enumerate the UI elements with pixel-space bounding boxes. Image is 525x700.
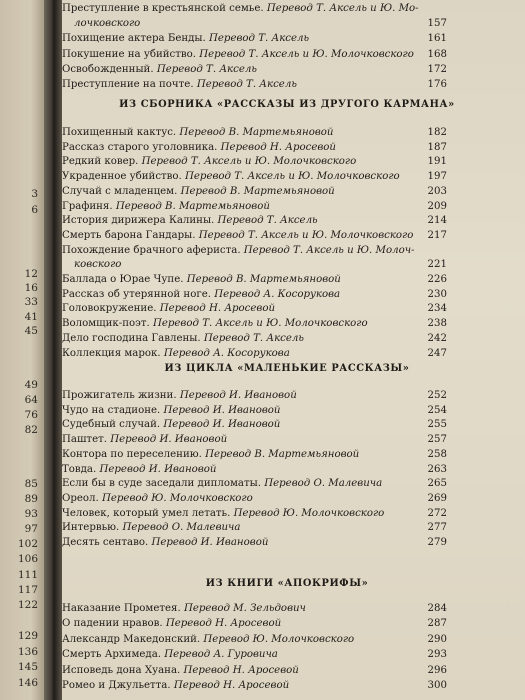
story-title: Дело господина Гавлены. — [62, 332, 204, 344]
story-title: Головокружение. — [62, 303, 160, 315]
toc-entry — [62, 48, 462, 62]
page-number: 265 — [427, 478, 447, 490]
page-number: 161 — [427, 33, 447, 45]
page-number: 176 — [427, 79, 447, 90]
translator-credit: Перевод Т. Аксель — [203, 332, 304, 344]
page-number: 255 — [427, 419, 447, 431]
left-page-number: 6 — [31, 204, 38, 216]
left-page-number: 122 — [17, 599, 38, 611]
left-page-number: 106 — [17, 553, 38, 565]
left-page-number: 145 — [17, 661, 38, 673]
translator-credit: Перевод Т. Аксель — [209, 33, 310, 45]
left-page-number: 76 — [24, 409, 38, 421]
left-page-number: 64 — [24, 394, 38, 406]
page-number: 242 — [427, 332, 447, 344]
translator-credit: Перевод Н. Аросевой — [173, 680, 290, 691]
story-title: Случай с младенцем. — [62, 185, 181, 197]
toc-entry — [62, 463, 462, 477]
story-title: Александр Македонский. — [62, 633, 204, 645]
story-title: Рассказ об утерянной ноге. — [62, 288, 215, 300]
story-title: Рассказ старого уголовника. — [62, 141, 221, 153]
translator-credit: ковского — [74, 259, 122, 271]
page-number: 197 — [427, 171, 447, 183]
left-page-number: 3 — [31, 188, 38, 200]
story-title: Паштет. — [62, 434, 111, 446]
page-number: 203 — [427, 185, 447, 197]
left-page-number: 85 — [24, 478, 38, 490]
page-number: 293 — [427, 649, 447, 661]
translator-credit: Перевод Ю. Молочковского — [233, 507, 385, 519]
toc-entry — [62, 448, 462, 462]
page-number: 254 — [427, 404, 447, 416]
page-number: 287 — [427, 618, 447, 630]
toc-entry — [62, 244, 462, 258]
toc-entry — [62, 477, 462, 491]
toc-entry — [62, 185, 462, 199]
story-title: Если бы в суде заседали дипломаты. — [62, 478, 265, 490]
page-number: 247 — [427, 347, 447, 359]
translator-credit: Перевод О. Малевича — [264, 478, 383, 490]
story-title: Графиня. — [62, 200, 116, 212]
translator-credit: Перевод И. Ивановой — [99, 463, 217, 475]
toc-entry — [62, 214, 462, 228]
translator-credit: Перевод И. Ивановой — [163, 404, 281, 416]
translator-credit: Перевод И. Ивановой — [179, 390, 297, 401]
left-page-edge — [0, 0, 44, 700]
page-number: 230 — [427, 288, 447, 300]
toc-entry — [62, 679, 462, 693]
translator-credit: Перевод А. Косорукова — [214, 288, 341, 300]
story-title: Смерть Архимеда. — [62, 649, 165, 661]
translator-credit: Перевод И. Ивановой — [151, 537, 269, 548]
translator-credit: Перевод Ю. Молочковского — [203, 633, 355, 645]
story-title: Смерть барона Гандары. — [62, 229, 199, 241]
story-title: Чудо на стадионе. — [62, 404, 164, 416]
story-title: Преступление в крестьянской семье. — [62, 3, 267, 14]
translator-credit: Перевод Ю. Молочковского — [101, 492, 253, 504]
toc-entry — [62, 648, 462, 662]
toc-entry — [62, 433, 462, 447]
section-heading: ИЗ ЦИКЛА «МАЛЕНЬКИЕ РАССКАЗЫ» — [164, 363, 410, 374]
left-page-number: 82 — [24, 424, 38, 436]
story-title: Покушение на убийство. — [62, 48, 200, 60]
translator-credit: Перевод В. Мартемьяновой — [115, 200, 270, 212]
translator-credit: Перевод Т. Аксель — [217, 215, 318, 227]
translator-credit: Перевод И. Ивановой — [110, 434, 228, 446]
left-page-number: 111 — [17, 569, 38, 581]
toc-entry — [62, 126, 462, 140]
toc-entry — [62, 536, 462, 550]
left-page-number: 136 — [17, 646, 38, 658]
toc-entry — [62, 170, 462, 184]
toc-entry — [62, 302, 462, 316]
page-number: 269 — [427, 492, 447, 504]
story-title: Наказание Прометея. — [62, 603, 184, 614]
translator-credit: Перевод М. Зельдович — [183, 603, 306, 614]
story-title: Похождение брачного афериста. — [62, 244, 244, 256]
left-page-number: 97 — [24, 523, 38, 535]
translator-credit: Перевод Т. Аксель — [156, 63, 257, 75]
translator-credit: Перевод Т. Аксель и Ю. Молочковского — [198, 229, 414, 241]
story-title: Похищение актера Бенды. — [62, 33, 210, 45]
toc-entry — [62, 229, 462, 243]
story-title: Исповедь дона Хуана. — [62, 664, 184, 676]
story-title: Баллада о Юраe Чупе. — [62, 274, 187, 285]
story-title: История дирижера Калины. — [62, 215, 218, 227]
page-number: 272 — [427, 507, 447, 519]
story-title: Преступление на почте. — [62, 79, 197, 90]
toc-entry — [62, 332, 462, 346]
left-page-number: 45 — [24, 325, 38, 337]
toc-entry — [74, 17, 474, 31]
translator-credit: Перевод Т. Аксель и Ю. Молочковского — [185, 171, 400, 183]
toc-entry — [62, 389, 462, 403]
toc-entry — [62, 633, 462, 647]
page-number: 209 — [427, 200, 447, 212]
toc-entry — [62, 664, 462, 678]
translator-credit: Перевод Т. Аксель и Ю. Молочковского — [141, 156, 357, 168]
translator-credit: Перевод Т. Аксель и Ю. Молочковского — [152, 318, 368, 330]
story-title: Украденное убийство. — [62, 171, 186, 183]
translator-credit: Перевод Т. Аксель и Ю. Молочковского — [199, 48, 414, 60]
page-number: 279 — [427, 537, 447, 548]
toc-entry — [62, 317, 462, 331]
page-number: 182 — [427, 127, 447, 138]
contents-page — [62, 0, 525, 700]
book-gutter — [44, 0, 62, 700]
page-number: 172 — [427, 63, 447, 75]
translator-credit: Перевод А. Косорукова — [163, 347, 290, 359]
translator-credit: Перевод Н. Аросевой — [159, 303, 276, 315]
left-page-number: 146 — [17, 677, 38, 689]
page-number: 284 — [427, 603, 447, 614]
toc-entry — [62, 273, 462, 287]
story-title: Десять сентаво. — [62, 537, 152, 548]
story-title: Контора по переселению. — [62, 448, 206, 460]
page-number: 296 — [427, 664, 447, 676]
translator-credit: лочковского — [74, 18, 141, 30]
page-number: 234 — [427, 303, 447, 315]
page-number: 257 — [427, 434, 447, 446]
story-title: Ромео и Джульетта. — [62, 680, 174, 691]
left-page-number: 102 — [17, 538, 38, 550]
left-page-number: 33 — [24, 296, 38, 308]
story-title: Судебный случай. — [62, 419, 164, 431]
toc-entry — [62, 2, 462, 16]
story-title: Интервью. — [62, 522, 123, 534]
translator-credit: Перевод Т. Аксель — [196, 79, 297, 90]
translator-credit: Перевод Н. Аросевой — [165, 618, 282, 630]
story-title: Коллекция марок. — [62, 347, 164, 359]
translator-credit: Перевод И. Ивановой — [163, 419, 281, 431]
toc-entry — [62, 617, 462, 631]
translator-credit: Перевод Т. Аксель и Ю. Молоч- — [243, 244, 415, 256]
translator-credit: Перевод Н. Аросевой — [220, 141, 336, 153]
story-title: Человек, который умел летать. — [62, 507, 234, 519]
page-number: 277 — [427, 522, 447, 534]
toc-entry — [62, 347, 462, 361]
translator-credit: Перевод Т. Аксель и Ю. Мо- — [266, 3, 419, 14]
toc-entry — [74, 258, 474, 272]
toc-entry — [62, 507, 462, 521]
page-number: 300 — [427, 680, 447, 691]
page-number: 263 — [427, 463, 447, 475]
story-title: Воломщик-поэт. — [62, 318, 153, 330]
page-number: 214 — [427, 215, 447, 227]
story-title: Освобожденный. — [62, 63, 157, 75]
story-title: О падении нравов. — [62, 618, 166, 630]
toc-entry — [62, 418, 462, 432]
page-number: 221 — [427, 259, 447, 271]
page-number: 157 — [427, 18, 447, 30]
page-number: 168 — [427, 48, 447, 60]
toc-entry — [62, 200, 462, 214]
translator-credit: Перевод В. Мартемьяновой — [179, 127, 334, 138]
translator-credit: Перевод А. Гуровича — [164, 649, 278, 661]
translator-credit: Перевод В. Мартемьяновой — [180, 185, 335, 197]
toc-entry — [62, 404, 462, 418]
left-page-number: 41 — [24, 311, 38, 323]
page-number: 290 — [427, 633, 447, 645]
toc-entry — [62, 492, 462, 506]
story-title: Прожигатель жизни. — [62, 390, 180, 401]
section-heading: ИЗ КНИГИ «АПОКРИФЫ» — [205, 578, 369, 589]
page-number: 217 — [427, 229, 447, 241]
toc-entry — [62, 155, 462, 169]
page-number: 238 — [427, 318, 447, 330]
page-number: 252 — [427, 390, 447, 401]
page-number: 191 — [427, 156, 447, 168]
translator-credit: Перевод Н. Аросевой — [183, 664, 299, 676]
toc-entry — [62, 521, 462, 535]
translator-credit: Перевод В. Мартемьяновой — [186, 274, 341, 285]
story-title: Ореол. — [62, 492, 102, 504]
toc-entry — [62, 288, 462, 302]
left-page-number: 49 — [24, 379, 38, 391]
left-page-number: 12 — [24, 268, 38, 280]
left-page-number: 117 — [17, 584, 38, 596]
section-heading: ИЗ СБОРНИКА «РАССКАЗЫ ИЗ ДРУГОГО КАРМАНА» — [119, 99, 455, 110]
left-page-number: 129 — [17, 630, 38, 642]
left-page-number: 16 — [24, 282, 38, 294]
story-title: Товда. — [62, 463, 100, 475]
toc-entry — [62, 63, 462, 77]
page-number: 187 — [427, 141, 447, 153]
page-number: 226 — [427, 274, 447, 285]
page-number: 258 — [427, 448, 447, 460]
translator-credit: Перевод В. Мартемьяновой — [205, 448, 360, 460]
toc-entry — [62, 141, 462, 155]
left-page-number: 93 — [24, 508, 38, 520]
story-title: Редкий ковер. — [62, 156, 142, 168]
translator-credit: Перевод О. Малевича — [122, 522, 241, 534]
toc-entry — [62, 602, 462, 616]
toc-entry — [62, 78, 462, 92]
story-title: Похищенный кактус. — [62, 127, 180, 138]
toc-entry — [62, 32, 462, 46]
left-page-number: 89 — [24, 493, 38, 505]
